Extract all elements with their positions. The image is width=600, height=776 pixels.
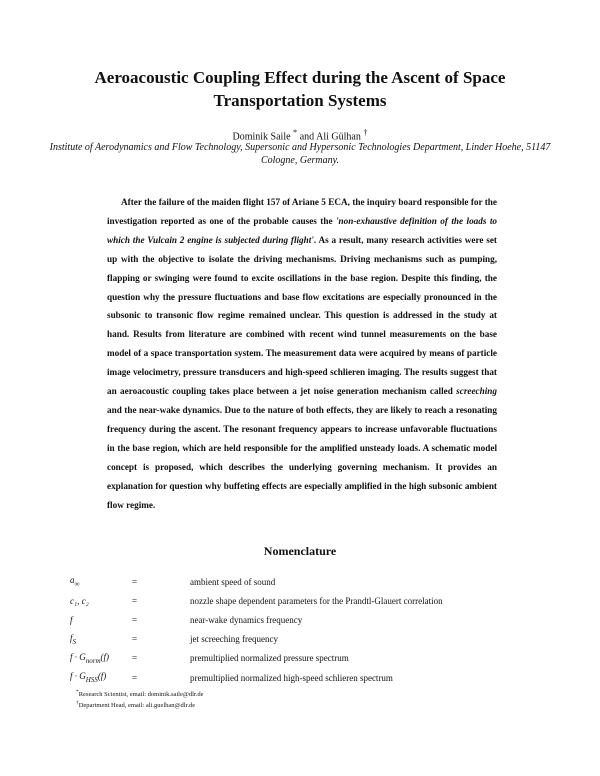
nomenclature-row [70, 649, 443, 668]
nomenclature-definition: near-wake dynamics frequency [190, 614, 303, 625]
equals-sign: = [132, 614, 138, 625]
author-name: Dominik Saile [232, 131, 291, 143]
nomenclature-row [70, 668, 443, 687]
nomenclature-definition: ambient speed of sound [190, 576, 276, 587]
affiliation: Institute of Aerodynamics and Flow Technology, Supersonic and Hypersonic Technologies Department, Linder Hoehe, 51147 Cologne, Germany. [49, 142, 551, 166]
nomenclature-heading: Nomenclature [263, 544, 337, 558]
footnote [76, 688, 203, 699]
nomenclature-definition: jet screeching frequency [190, 634, 278, 645]
footnote-text: Department Head, email: ali.guelhan@dlr.de [78, 702, 196, 710]
nomenclature-row [70, 630, 443, 649]
author-name: Ali Gülhan [316, 131, 361, 143]
abstract-term: screeching [456, 386, 497, 397]
equals-sign: = [132, 672, 138, 683]
nomenclature-row [70, 610, 443, 629]
nomenclature-symbol: c₁, c₂ [70, 595, 89, 606]
footnote-text: Research Scientist, email: dominik.saile@dlr.de [78, 691, 204, 699]
nomenclature-table [70, 572, 443, 687]
nomenclature-symbol: $f_S$ [70, 632, 77, 646]
footnote-mark: * [76, 689, 79, 695]
footnote [76, 699, 203, 710]
equals-sign: = [132, 595, 138, 606]
nomenclature-symbol: $f \cdot G_{HSS}(f)$ [70, 671, 107, 684]
abstract-text: After the failure of the maiden flight 157 of Ariane 5 ECA, the inquiry board responsible for the investigation reported as one of the probable causes the [107, 197, 497, 226]
paper-title: Aeroacoustic Coupling Effect during the Ascent of Space Transportation Systems [94, 68, 506, 110]
nomenclature-symbol: $f \cdot G_{norm}(f)$ [70, 651, 110, 665]
nomenclature-symbol: $a_\infty$ [70, 575, 80, 588]
footnote-mark: † [76, 700, 79, 707]
equals-sign: = [132, 634, 138, 645]
equals-sign: = [132, 576, 138, 587]
abstract-text: . As a result, many research activities were set up with the objective to isolate the driving mechanisms. Driving mechanisms such as pumping, flapping or swinging were found to excite oscillations in the base region. Despite this finding, the question why the pressure fluctuations and base flow excitations are especially pronounced in the subsonic to transonic flow regime remained unclear. This question is addressed in the study at hand. Results from literature are combined with recent wind tunnel measurements on the base model of a space transportation system. The measurement data were acquired by means of particle image velocimetry, pressure transducers and high-speed schlieren imaging. The results suggest that an aeroacoustic coupling takes place between a jet noise generation mechanism called [107, 234, 497, 397]
nomenclature-definition: premultiplied normalized high-speed schlieren spectrum [190, 672, 393, 683]
nomenclature-definition: premultiplied normalized pressure spectrum [190, 653, 349, 664]
abstract [107, 193, 497, 514]
author-conjunction: and [299, 131, 315, 143]
footnote-mark: * [293, 128, 298, 137]
nomenclature-row [70, 572, 443, 591]
nomenclature-symbol: f [70, 614, 73, 625]
abstract-text: and the near-wake dynamics. Due to the nature of both effects, they are likely to reach a resonating frequency during the ascent. The resonant frequency appears to increase unfavorable fluctuations in the base region, which are held responsible for the amplified unsteady loads. A schematic model concept is proposed, which describes the underlying governing mechanism. It provides an explanation for question why buffeting effects are especially amplified in the high subsonic ambient flow regime. [107, 404, 497, 510]
footnote-mark: † [363, 128, 368, 137]
footnotes [76, 688, 203, 710]
abstract-quote: 'non-exhaustive definition of the loads to which the Vulcain 2 engine is subjected during flight' [107, 215, 497, 245]
equals-sign: = [132, 653, 138, 664]
nomenclature-definition: nozzle shape dependent parameters for the Prandtl-Glauert correlation [190, 595, 443, 606]
nomenclature-row [70, 591, 443, 610]
